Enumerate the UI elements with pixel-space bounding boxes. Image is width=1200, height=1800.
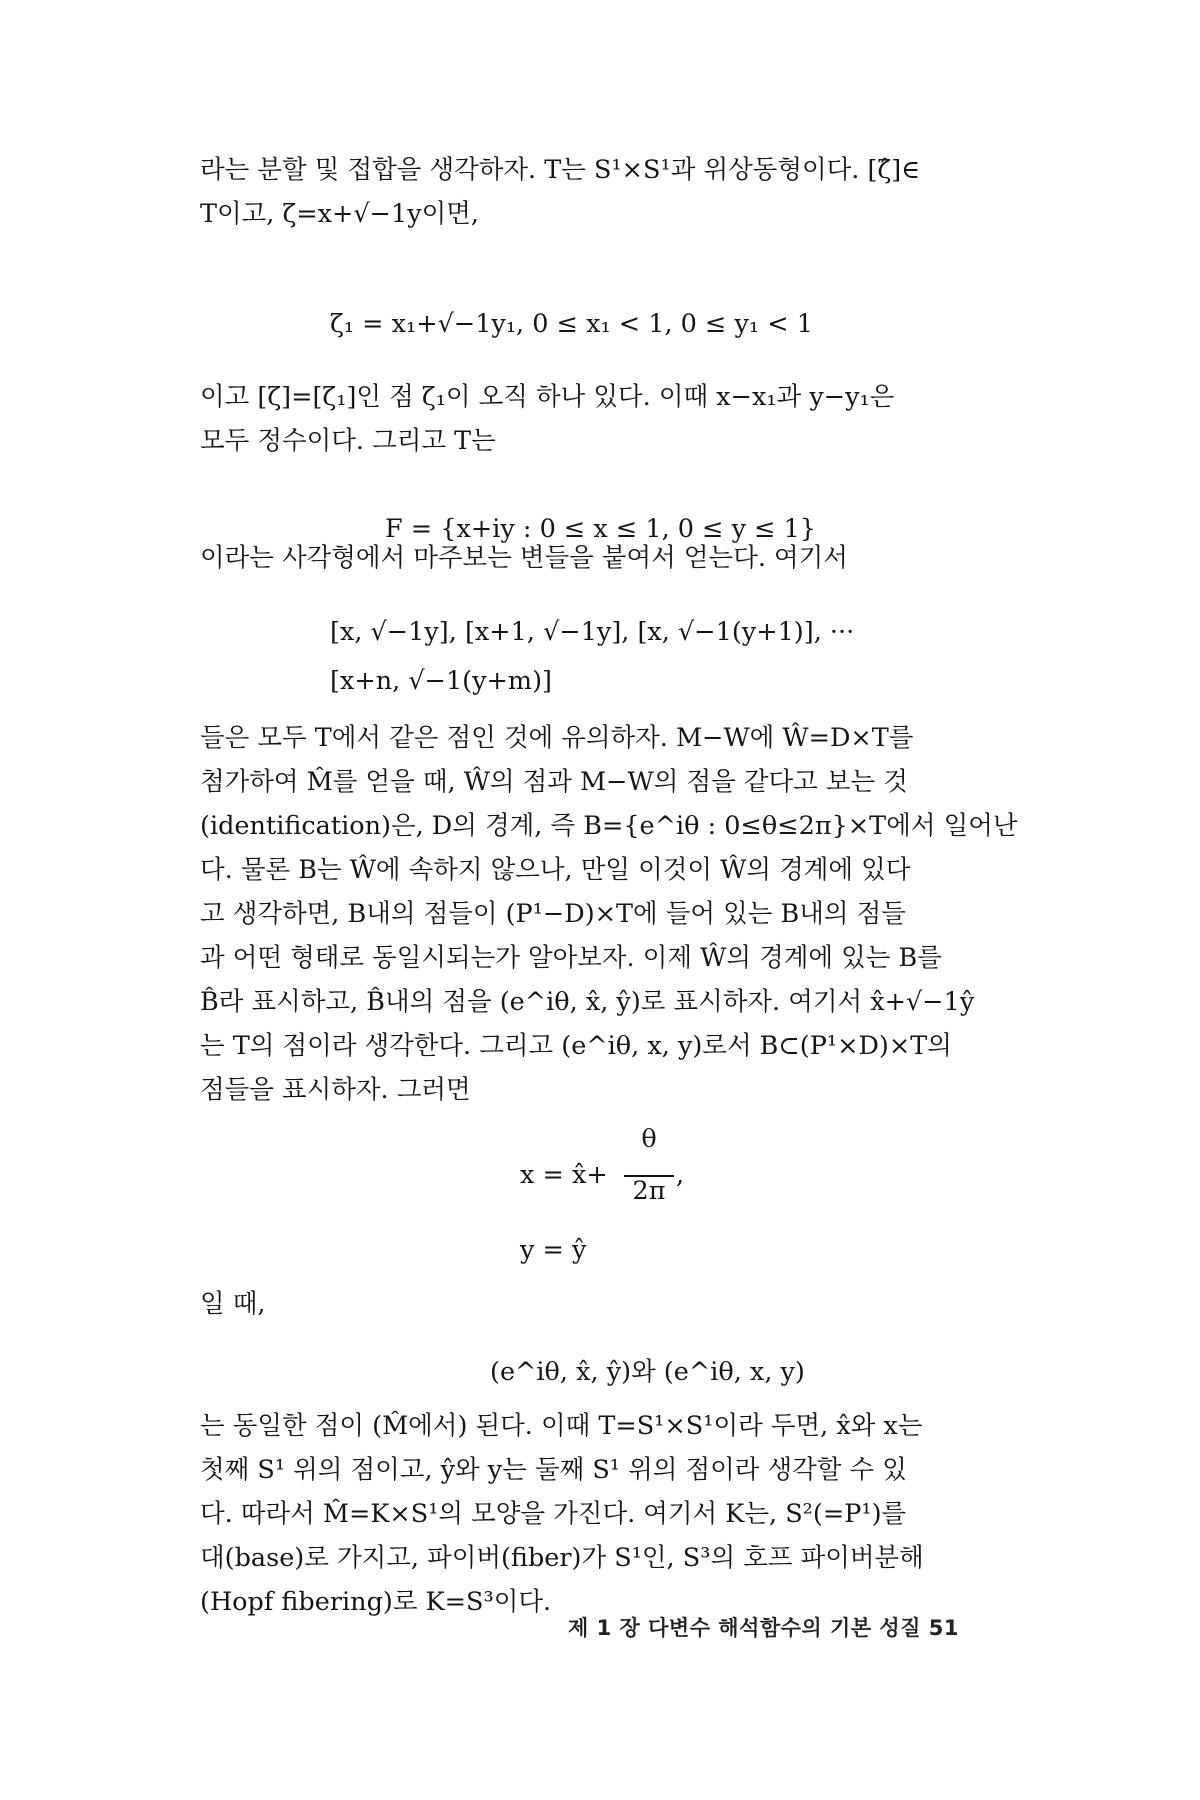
equation-pair: (e^iθ, x̂, ŷ)와 (e^iθ, x, y) — [490, 1357, 805, 1387]
text-line: 다. 따라서 M̂=K×S¹의 모양을 가진다. 여기서 K는, S²(=P¹)를 — [200, 1499, 907, 1529]
text-line: 모두 정수이다. 그리고 T는 — [200, 426, 496, 456]
paragraph-hopf — [200, 1404, 1060, 1624]
fraction-denominator: 2π — [632, 1176, 666, 1206]
text-line: 는 T의 점이라 생각한다. 그리고 (e^iθ, x, y)로서 B⊂(P¹×D)×T의 — [200, 1031, 952, 1061]
text-line: 첨가하여 M̂를 얻을 때, Ŵ의 점과 M−W의 점을 같다고 보는 것 — [200, 767, 908, 797]
paragraph-square — [200, 536, 1060, 580]
text-line: B̂라 표시하고, B̂내의 점을 (e^iθ, x̂, ŷ)로 표시하자. 여기서 x̂+√−1ŷ — [200, 987, 975, 1017]
equation-points-line2: [x+n, √−1(y+m)] — [330, 666, 552, 696]
text-line: 는 동일한 점이 (M̂에서) 된다. 이때 T=S¹×S¹이라 두면, x̂와 x는 — [200, 1411, 923, 1441]
text-line: 들은 모두 T에서 같은 점인 것에 유의하자. M−W에 Ŵ=D×T를 — [200, 723, 914, 753]
equation-y: y = ŷ — [520, 1235, 587, 1265]
text-line: 일 때, — [200, 1289, 266, 1319]
fraction-numerator: θ — [641, 1124, 657, 1154]
text-line: 다. 물론 B는 Ŵ에 속하지 않으나, 만일 이것이 Ŵ의 경계에 있다 — [200, 855, 911, 885]
text-line: 대(base)로 가지고, 파이버(fiber)가 S¹인, S³의 호프 파이버분해 — [200, 1543, 924, 1573]
equation-square-f: F = {x+iy : 0 ≤ x ≤ 1, 0 ≤ y ≤ 1} — [385, 514, 817, 544]
paragraph-identification — [200, 716, 1060, 1112]
equation-x-trail: , — [676, 1160, 685, 1190]
text-line: 이라는 사각형에서 마주보는 변들을 붙여서 얻는다. 여기서 — [200, 543, 848, 573]
text-line: 고 생각하면, B내의 점들이 (P¹−D)×T에 들어 있는 B내의 점들 — [200, 899, 906, 929]
text-line: (identification)은, D의 경계, 즉 B={e^iθ : 0≤θ≤2π}×T에서 일어난 — [200, 811, 1018, 841]
paragraph-when — [200, 1282, 1060, 1326]
text-line: 라는 분할 및 접합을 생각하자. T는 S¹×S¹과 위상동형이다. [ζ̂]∈ — [200, 155, 921, 185]
equation-points-line1: [x, √−1y], [x+1, √−1y], [x, √−1(y+1)], ··· — [330, 617, 855, 647]
text-line: T이고, ζ=x+√−1y이면, — [200, 199, 480, 229]
paragraph-integers — [200, 375, 1060, 463]
equation-zeta1: ζ₁ = x₁+√−1y₁, 0 ≤ x₁ < 1, 0 ≤ y₁ < 1 — [330, 309, 813, 339]
text-line: 이고 [ζ]=[ζ₁]인 점 ζ₁이 오직 하나 있다. 이때 x−x₁과 y−y₁은 — [200, 382, 895, 412]
text-line: (Hopf fibering)로 K=S³이다. — [200, 1587, 552, 1617]
text-line: 과 어떤 형태로 동일시되는가 알아보자. 이제 Ŵ의 경계에 있는 B를 — [200, 943, 942, 973]
page-footer: 제 1 장 다변수 해석함수의 기본 성질 51 — [568, 1616, 960, 1640]
equation-x-lhs: x = x̂+ — [520, 1160, 608, 1190]
text-line: 첫째 S¹ 위의 점이고, ŷ와 y는 둘째 S¹ 위의 점이라 생각할 수 있 — [200, 1455, 907, 1485]
text-line: 점들을 표시하자. 그러면 — [200, 1075, 471, 1105]
paragraph-intro — [200, 148, 1060, 236]
